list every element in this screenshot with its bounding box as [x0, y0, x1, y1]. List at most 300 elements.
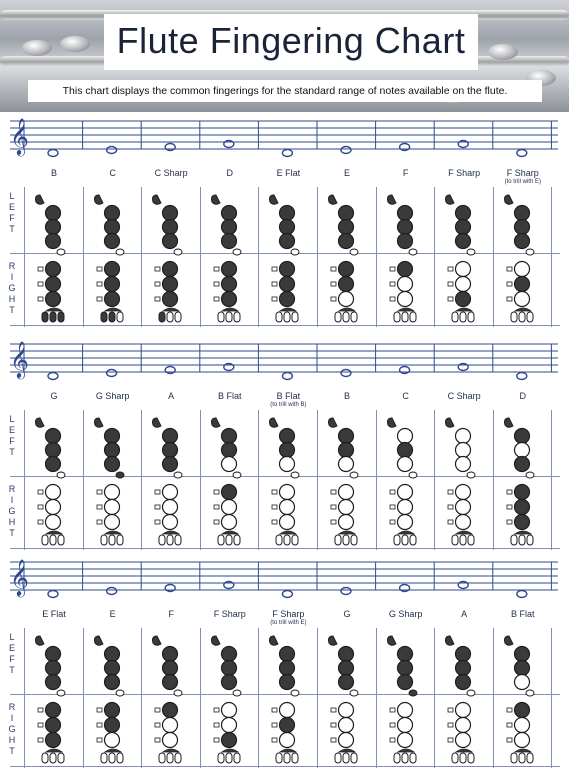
column-divider: [551, 628, 552, 768]
left-finger-hole: [397, 675, 412, 690]
thumb-key: [36, 418, 45, 427]
trill-key: [272, 708, 277, 712]
foot-key: [42, 312, 48, 322]
trill-key: [97, 297, 102, 301]
foot-key: [468, 312, 474, 322]
foot-key: [101, 535, 107, 545]
foot-key: [284, 535, 290, 545]
left-hand-label: L E F T: [8, 191, 15, 234]
fingering-section: [0, 336, 569, 551]
note-name: G Sharp: [388, 609, 423, 619]
thumb-key: [94, 636, 103, 645]
left-finger-hole: [280, 647, 295, 662]
note-name: D: [226, 168, 234, 178]
thumb-key: [153, 418, 162, 427]
fingering-diagram: [434, 410, 492, 550]
left-finger-hole: [339, 234, 354, 249]
e-flat-key: [456, 308, 472, 311]
foot-key: [167, 312, 173, 322]
trill-key: [448, 738, 453, 742]
left-finger-hole: [456, 429, 471, 444]
foot-key: [175, 753, 181, 763]
trill-key: [38, 520, 43, 524]
note-head: [517, 150, 527, 157]
g-sharp-key: [57, 249, 65, 255]
g-sharp-key: [291, 690, 299, 696]
trill-key: [214, 267, 219, 271]
trill-key: [272, 490, 277, 494]
e-flat-key: [456, 749, 472, 752]
trill-key: [38, 723, 43, 727]
fingering-diagram: [24, 628, 82, 768]
trill-key: [272, 520, 277, 524]
trill-key: [214, 505, 219, 509]
right-finger-hole: [339, 515, 354, 530]
g-sharp-key: [174, 472, 182, 478]
left-finger-hole: [104, 429, 119, 444]
foot-key: [335, 753, 341, 763]
trill-key: [507, 708, 512, 712]
e-flat-key: [456, 531, 472, 534]
right-finger-hole: [280, 500, 295, 515]
e-flat-key: [515, 749, 531, 752]
e-flat-key: [46, 531, 62, 534]
trill-key: [38, 297, 43, 301]
left-finger-hole: [514, 206, 529, 221]
fingering-diagram: [258, 187, 316, 327]
e-flat-key: [105, 308, 121, 311]
left-finger-hole: [221, 457, 236, 472]
e-flat-key: [222, 308, 238, 311]
trill-key: [97, 282, 102, 286]
left-finger-hole: [163, 443, 178, 458]
left-finger-hole: [104, 443, 119, 458]
e-flat-key: [515, 531, 531, 534]
note-name: E: [109, 609, 116, 619]
fingering-diagram: [493, 187, 551, 327]
note-head: [341, 588, 351, 595]
fingering-diagram: [493, 410, 551, 550]
trill-key: [155, 282, 160, 286]
e-flat-key: [163, 308, 179, 311]
thumb-key: [387, 418, 396, 427]
trill-key: [97, 267, 102, 271]
left-finger-hole: [456, 206, 471, 221]
right-finger-hole: [163, 500, 178, 515]
foot-key: [527, 312, 533, 322]
trill-key: [331, 520, 336, 524]
trill-key: [155, 520, 160, 524]
right-finger-hole: [280, 277, 295, 292]
left-finger-hole: [46, 661, 61, 676]
trill-key: [272, 738, 277, 742]
left-finger-hole: [46, 675, 61, 690]
foot-key: [511, 535, 517, 545]
e-flat-key: [46, 308, 62, 311]
thumb-key: [153, 195, 162, 204]
foot-key: [394, 535, 400, 545]
foot-key: [351, 535, 357, 545]
left-finger-hole: [514, 429, 529, 444]
trill-key: [38, 708, 43, 712]
g-sharp-key: [116, 690, 124, 696]
foot-key: [460, 312, 466, 322]
left-finger-hole: [339, 457, 354, 472]
e-flat-key: [105, 749, 121, 752]
foot-key: [511, 753, 517, 763]
music-staff: [8, 336, 560, 386]
foot-key: [226, 312, 232, 322]
thumb-key: [153, 636, 162, 645]
note-head: [48, 373, 58, 380]
fingering-diagram: [200, 628, 258, 768]
fingering-diagram: [317, 187, 375, 327]
right-finger-hole: [104, 500, 119, 515]
right-finger-hole: [280, 292, 295, 307]
left-finger-hole: [221, 220, 236, 235]
trill-key: [272, 723, 277, 727]
foot-key: [292, 535, 298, 545]
e-flat-key: [280, 749, 296, 752]
fingering-diagram: [493, 628, 551, 768]
thumb-key: [446, 195, 455, 204]
left-finger-hole: [163, 647, 178, 662]
g-sharp-key: [526, 249, 534, 255]
note-name: D: [519, 391, 527, 401]
foot-key: [452, 753, 458, 763]
left-finger-hole: [397, 429, 412, 444]
thumb-key: [504, 418, 513, 427]
left-hand-label: L E F T: [8, 632, 15, 675]
foot-key: [167, 753, 173, 763]
right-finger-hole: [221, 515, 236, 530]
left-finger-hole: [221, 429, 236, 444]
right-finger-hole: [456, 718, 471, 733]
left-finger-hole: [339, 675, 354, 690]
left-finger-hole: [280, 661, 295, 676]
thumb-key: [270, 418, 279, 427]
g-sharp-key: [526, 690, 534, 696]
trill-key: [390, 738, 395, 742]
trill-key: [331, 708, 336, 712]
right-finger-hole: [221, 718, 236, 733]
flute-key-image: [488, 44, 518, 60]
thumb-key: [270, 195, 279, 204]
note-name: C Sharp: [154, 168, 188, 178]
column-divider: [551, 187, 552, 327]
left-finger-hole: [397, 661, 412, 676]
foot-key: [218, 753, 224, 763]
note-name: G: [343, 609, 351, 619]
note-head: [341, 147, 351, 154]
right-finger-hole: [221, 703, 236, 718]
thumb-key: [211, 636, 220, 645]
note-name: F Sharp: [213, 609, 246, 619]
left-finger-hole: [280, 429, 295, 444]
right-finger-hole: [514, 718, 529, 733]
left-finger-hole: [397, 206, 412, 221]
foot-key: [175, 535, 181, 545]
trill-key: [507, 505, 512, 509]
foot-key: [167, 535, 173, 545]
left-finger-hole: [339, 220, 354, 235]
left-finger-hole: [339, 206, 354, 221]
right-finger-hole: [339, 703, 354, 718]
trill-key: [155, 708, 160, 712]
note-name: B Flat: [276, 391, 301, 401]
trill-key: [331, 282, 336, 286]
e-flat-key: [222, 531, 238, 534]
left-finger-hole: [104, 234, 119, 249]
e-flat-key: [398, 531, 414, 534]
right-finger-hole: [397, 262, 412, 277]
foot-key: [159, 535, 165, 545]
left-finger-hole: [104, 457, 119, 472]
right-finger-hole: [339, 262, 354, 277]
left-finger-hole: [46, 234, 61, 249]
right-finger-hole: [456, 292, 471, 307]
left-finger-hole: [163, 429, 178, 444]
fingering-diagram: [24, 187, 82, 327]
right-finger-hole: [339, 277, 354, 292]
left-finger-hole: [514, 220, 529, 235]
trill-key: [331, 490, 336, 494]
right-hand-label: R I G H T: [8, 261, 16, 315]
foot-key: [234, 312, 240, 322]
trill-key: [507, 267, 512, 271]
title-panel: [104, 14, 478, 70]
foot-key: [226, 753, 232, 763]
g-sharp-key: [174, 249, 182, 255]
foot-key: [394, 312, 400, 322]
foot-key: [50, 753, 56, 763]
right-hand-label: R I G H T: [8, 484, 16, 538]
left-finger-hole: [397, 443, 412, 458]
right-finger-hole: [339, 500, 354, 515]
foot-key: [101, 753, 107, 763]
right-finger-hole: [456, 500, 471, 515]
note-name: F Sharp: [272, 609, 305, 619]
trill-key: [448, 267, 453, 271]
left-finger-hole: [456, 647, 471, 662]
foot-key: [343, 753, 349, 763]
note-name: B: [50, 168, 57, 178]
flute-key-image: [60, 36, 90, 52]
right-finger-hole: [221, 733, 236, 748]
note-name: C: [402, 391, 409, 401]
fingering-diagram: [376, 187, 434, 327]
trill-key: [448, 708, 453, 712]
right-finger-hole: [339, 485, 354, 500]
trill-key: [38, 282, 43, 286]
foot-key: [234, 535, 240, 545]
right-finger-hole: [514, 515, 529, 530]
trill-key: [448, 505, 453, 509]
header-banner: [0, 0, 569, 112]
trill-key: [390, 297, 395, 301]
g-sharp-key: [467, 690, 475, 696]
trill-key: [272, 505, 277, 509]
foot-key: [335, 535, 341, 545]
foot-key: [42, 535, 48, 545]
g-sharp-key: [409, 690, 417, 696]
music-staff: [8, 554, 560, 604]
left-finger-hole: [46, 647, 61, 662]
right-finger-hole: [163, 733, 178, 748]
left-finger-hole: [339, 429, 354, 444]
left-finger-hole: [163, 457, 178, 472]
foot-key: [468, 753, 474, 763]
right-finger-hole: [397, 515, 412, 530]
foot-key: [234, 753, 240, 763]
foot-key: [218, 312, 224, 322]
right-finger-hole: [456, 277, 471, 292]
trill-key: [214, 738, 219, 742]
trill-key: [507, 490, 512, 494]
foot-key: [410, 312, 416, 322]
left-finger-hole: [221, 675, 236, 690]
left-finger-hole: [163, 675, 178, 690]
foot-key: [117, 535, 123, 545]
fingering-diagram: [317, 628, 375, 768]
foot-key: [351, 312, 357, 322]
note-subtext: (to trill with E): [504, 179, 541, 185]
left-finger-hole: [104, 647, 119, 662]
foot-key: [527, 753, 533, 763]
trill-key: [38, 738, 43, 742]
trill-key: [214, 282, 219, 286]
note-name: G Sharp: [95, 391, 130, 401]
trill-key: [331, 297, 336, 301]
thumb-key: [94, 418, 103, 427]
right-finger-hole: [46, 277, 61, 292]
trill-key: [38, 490, 43, 494]
trill-key: [331, 267, 336, 271]
foot-key: [527, 535, 533, 545]
foot-key: [402, 535, 408, 545]
fingering-diagram: [376, 628, 434, 768]
left-finger-hole: [104, 220, 119, 235]
trill-key: [390, 267, 395, 271]
foot-key: [394, 753, 400, 763]
trill-key: [272, 267, 277, 271]
foot-key: [58, 535, 64, 545]
note-head: [107, 588, 117, 595]
trill-key: [448, 297, 453, 301]
e-flat-key: [280, 308, 296, 311]
right-finger-hole: [221, 292, 236, 307]
left-finger-hole: [46, 206, 61, 221]
subtitle-panel: [28, 80, 542, 102]
note-name: C: [109, 168, 116, 178]
note-name: B Flat: [218, 391, 242, 401]
g-sharp-key: [291, 472, 299, 478]
foot-key: [50, 312, 56, 322]
left-finger-hole: [456, 661, 471, 676]
left-finger-hole: [514, 675, 529, 690]
fingering-diagram: [83, 187, 141, 327]
right-finger-hole: [104, 292, 119, 307]
right-finger-hole: [46, 500, 61, 515]
foot-key: [519, 535, 525, 545]
g-sharp-key: [409, 472, 417, 478]
g-sharp-key: [350, 249, 358, 255]
note-name: F Sharp: [506, 168, 539, 178]
note-head: [48, 150, 58, 157]
foot-key: [58, 312, 64, 322]
thumb-key: [211, 418, 220, 427]
note-head: [282, 373, 292, 380]
right-finger-hole: [280, 485, 295, 500]
left-finger-hole: [104, 661, 119, 676]
trill-key: [507, 738, 512, 742]
left-finger-hole: [456, 675, 471, 690]
trill-key: [390, 282, 395, 286]
g-sharp-key: [526, 472, 534, 478]
foot-key: [410, 535, 416, 545]
thumb-key: [504, 636, 513, 645]
trill-key: [390, 520, 395, 524]
right-finger-hole: [456, 485, 471, 500]
fingering-diagram: [141, 628, 199, 768]
right-finger-hole: [46, 718, 61, 733]
note-name: F: [168, 609, 174, 619]
e-flat-key: [339, 308, 355, 311]
left-finger-hole: [397, 220, 412, 235]
left-finger-hole: [514, 661, 529, 676]
e-flat-key: [163, 749, 179, 752]
right-finger-hole: [514, 703, 529, 718]
note-subtext: (to trill with B): [270, 402, 307, 408]
note-subtext: (to trill with E): [270, 620, 307, 626]
left-finger-hole: [46, 443, 61, 458]
g-sharp-key: [467, 249, 475, 255]
thumb-key: [329, 195, 338, 204]
note-name: A: [168, 391, 175, 401]
flute-key-image: [22, 40, 52, 56]
right-finger-hole: [280, 703, 295, 718]
foot-key: [460, 753, 466, 763]
trill-key: [214, 297, 219, 301]
foot-key: [452, 535, 458, 545]
e-flat-key: [163, 531, 179, 534]
right-finger-hole: [163, 292, 178, 307]
g-sharp-key: [350, 472, 358, 478]
right-finger-hole: [46, 262, 61, 277]
thumb-key: [329, 636, 338, 645]
foot-key: [218, 535, 224, 545]
note-name: E Flat: [42, 609, 66, 619]
right-finger-hole: [221, 277, 236, 292]
trill-key: [507, 520, 512, 524]
fingering-diagram: [258, 628, 316, 768]
right-finger-hole: [104, 718, 119, 733]
e-flat-key: [339, 531, 355, 534]
right-hand-label: R I G H T: [8, 702, 16, 756]
foot-key: [109, 535, 115, 545]
left-finger-hole: [163, 234, 178, 249]
foot-key: [452, 312, 458, 322]
e-flat-key: [105, 531, 121, 534]
trill-key: [97, 723, 102, 727]
g-sharp-key: [409, 249, 417, 255]
trill-key: [390, 723, 395, 727]
fingering-diagram: [317, 410, 375, 550]
right-finger-hole: [163, 718, 178, 733]
right-finger-hole: [514, 262, 529, 277]
right-finger-hole: [456, 703, 471, 718]
fingering-diagram: [434, 187, 492, 327]
